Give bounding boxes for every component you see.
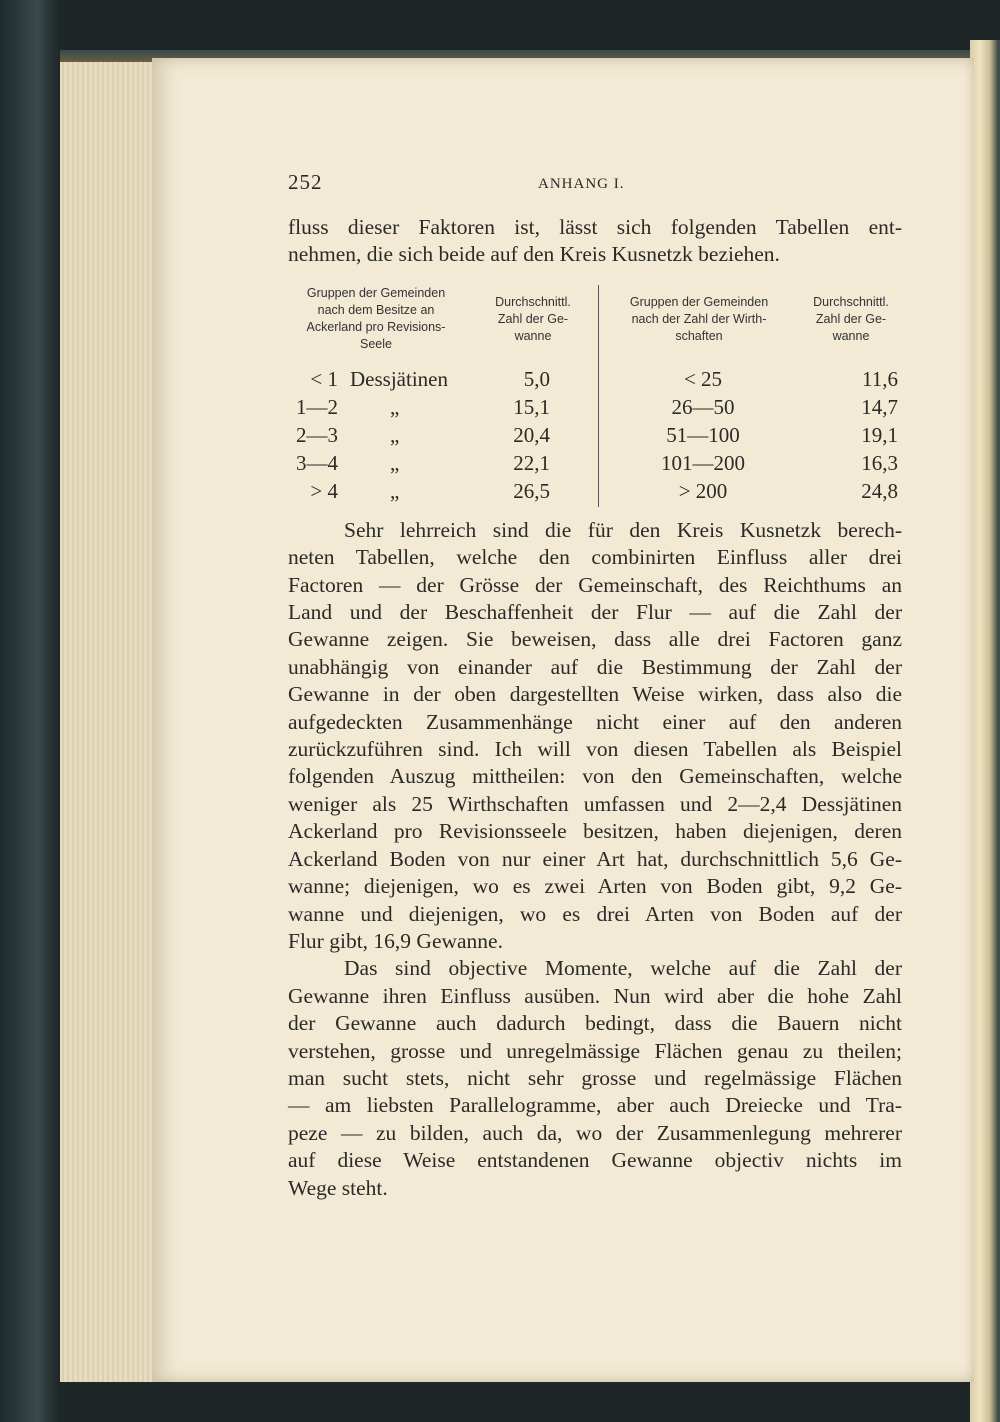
text-line: wanne und diejenigen, wo es drei Arten von Boden auf der <box>288 901 902 926</box>
avg-gewanne-value: 24,8 <box>861 478 898 503</box>
text-line: — am liebsten Parallelogramme, aber auch Dreiecke und Tra- <box>288 1093 902 1118</box>
text-line: verstehen, grosse und unregelmässige Flächen genau zu theilen; <box>288 1038 902 1063</box>
header-line: Seele <box>360 336 392 351</box>
avg-gewanne-value: 20,4 <box>513 422 550 447</box>
household-range: 51—100 <box>666 422 740 447</box>
text-line: folgenden Auszug mittheilen: von den Gemeinschaften, welche <box>288 764 902 789</box>
table-row <box>288 367 902 394</box>
land-range: 3—4 <box>296 450 338 475</box>
land-range: 2—3 <box>296 422 338 447</box>
text-line: neten Tabellen, welche den combinirten Einfluss aller drei <box>288 545 902 570</box>
page-header <box>288 160 902 200</box>
land-range: 1—2 <box>296 394 338 419</box>
text-line: Gewanne in der oben dargestellten Weise wirken, dass also die <box>288 682 902 707</box>
header-line: wanne <box>514 328 552 343</box>
text-line: Ackerland pro Revisionsseele besitzen, haben diejenigen, deren <box>288 819 902 844</box>
table-row <box>288 423 902 450</box>
text-line: Wege steht. <box>288 1175 388 1200</box>
avg-gewanne-value: 11,6 <box>862 366 898 391</box>
text-line: auf diese Weise entstandenen Gewanne objectiv nichts im <box>288 1148 902 1173</box>
page-content <box>288 160 902 1202</box>
table-row <box>288 479 902 506</box>
header-line: nach der Zahl der Wirth- <box>631 311 767 326</box>
text-line: weniger als 25 Wirthschaften umfassen und 2—2,4 Dessjätinen <box>288 791 902 816</box>
header-avg-gewanne-2 <box>800 294 902 345</box>
avg-gewanne-value: 22,1 <box>513 450 550 475</box>
statistics-table <box>288 285 902 511</box>
ditto-mark: „ <box>390 394 400 419</box>
text-line: Land und der Beschaffenheit der Flur — auf die Zahl der <box>288 600 902 625</box>
paragraph-1 <box>288 517 902 956</box>
text-line: Gewanne zeigen. Sie beweisen, dass alle drei Factoren ganz <box>288 627 902 652</box>
text-line: zurückzuführen sind. Ich will von diesen Tabellen als Beispiel <box>288 737 902 762</box>
text-line: peze — zu bilden, auch da, wo der Zusammenlegung mehrerer <box>288 1120 902 1145</box>
text-line: unabhängig von einander auf die Bestimmung der Zahl der <box>288 654 902 679</box>
header-line: nach dem Besitze an <box>317 302 435 317</box>
text-line: wanne; diejenigen, wo es zwei Arten von Boden gibt, 9,2 Ge- <box>288 874 902 899</box>
running-head: ANHANG I. <box>538 176 625 192</box>
avg-gewanne-value: 14,7 <box>861 394 898 419</box>
land-range: > 4 <box>310 478 338 503</box>
intro-text <box>288 214 902 269</box>
header-avg-gewanne-1 <box>478 294 588 345</box>
header-line: Durchschnittl. <box>813 294 889 309</box>
avg-gewanne-value: 19,1 <box>861 422 898 447</box>
avg-gewanne-value: 26,5 <box>513 478 550 503</box>
header-line: Zahl der Ge- <box>815 311 887 326</box>
text-line: Ackerland Boden von nur einer Art hat, durchschnittlich 5,6 Ge- <box>288 846 902 871</box>
intro-line: nehmen, die sich beide auf den Kreis Kusnetzk beziehen. <box>288 242 780 267</box>
household-range: > 200 <box>678 478 728 503</box>
text-line: Gewanne ihren Einfluss ausüben. Nun wird aber die hohe Zahl <box>288 983 902 1008</box>
header-land-groups <box>288 285 464 353</box>
right-page-edge <box>970 40 1000 1422</box>
text-line: der Gewanne auch dadurch bedingt, dass die Bauern nicht <box>288 1011 902 1036</box>
text-line: man sucht stets, nicht sehr grosse und regelmässige Flächen <box>288 1065 902 1090</box>
page-number: 252 <box>288 170 323 194</box>
ditto-mark: „ <box>390 478 400 503</box>
land-range: < 1 <box>310 366 338 391</box>
intro-line: fluss dieser Faktoren ist, lässt sich folgenden Tabellen ent- <box>288 215 902 239</box>
header-household-groups <box>610 294 788 345</box>
land-unit: Dessjätinen <box>350 366 448 391</box>
header-line: Gruppen der Gemeinden <box>629 294 769 309</box>
household-range: 26—50 <box>671 394 735 419</box>
text-line: Das sind objective Momente, welche auf die Zahl der <box>344 956 902 981</box>
header-line: Gruppen der Gemeinden <box>306 285 446 300</box>
text-line: Sehr lehrreich sind die für den Kreis Kusnetzk berech- <box>344 517 902 542</box>
header-line: schaften <box>675 328 723 343</box>
avg-gewanne-value: 5,0 <box>523 366 550 391</box>
household-range: < 25 <box>683 366 723 391</box>
text-line: Factoren — der Grösse der Gemeinschaft, des Reichthums an <box>288 572 902 597</box>
ditto-mark: „ <box>390 450 400 475</box>
header-line: Zahl der Ge- <box>497 311 569 326</box>
avg-gewanne-value: 15,1 <box>513 394 550 419</box>
household-range: 101—200 <box>661 450 745 475</box>
header-line: Ackerland pro Revisions- <box>306 319 446 334</box>
table-row <box>288 395 902 422</box>
text-line: aufgedeckten Zusammenhänge nicht einer auf den anderen <box>288 709 902 734</box>
ditto-mark: „ <box>390 422 400 447</box>
page-stack-edges <box>60 60 154 1382</box>
paragraph-2 <box>288 955 902 1202</box>
table-row <box>288 451 902 478</box>
avg-gewanne-value: 16,3 <box>861 450 898 475</box>
header-line: wanne <box>832 328 870 343</box>
header-line: Durchschnittl. <box>495 294 571 309</box>
text-line: Flur gibt, 16,9 Gewanne. <box>288 928 503 953</box>
